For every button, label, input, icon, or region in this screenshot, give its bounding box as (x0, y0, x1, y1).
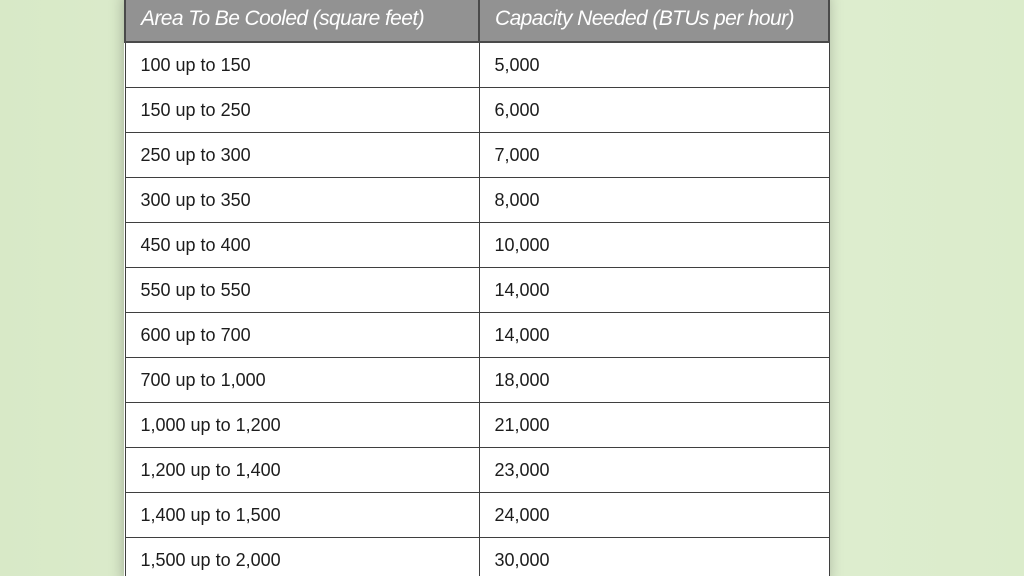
table-row (125, 313, 829, 358)
area-cell: 1,500 up to 2,000 (125, 538, 479, 576)
table-row (125, 493, 829, 538)
capacity-cell: 18,000 (479, 358, 829, 403)
area-cell: 1,400 up to 1,500 (125, 493, 479, 538)
table-row (125, 358, 829, 403)
area-cell: 450 up to 400 (125, 223, 479, 268)
table-row (125, 403, 829, 448)
table-row (125, 448, 829, 493)
capacity-cell: 30,000 (479, 538, 829, 576)
capacity-cell: 6,000 (479, 88, 829, 133)
table-row (125, 133, 829, 178)
area-cell: 150 up to 250 (125, 88, 479, 133)
capacity-cell: 8,000 (479, 178, 829, 223)
area-cell: 1,200 up to 1,400 (125, 448, 479, 493)
table-row (125, 268, 829, 313)
btu-table-container (124, 0, 828, 576)
header-area: Area To Be Cooled (square feet) (125, 0, 479, 42)
capacity-cell: 10,000 (479, 223, 829, 268)
area-cell: 250 up to 300 (125, 133, 479, 178)
area-cell: 100 up to 150 (125, 42, 479, 88)
area-cell: 600 up to 700 (125, 313, 479, 358)
capacity-cell: 14,000 (479, 268, 829, 313)
table-row (125, 178, 829, 223)
table-row (125, 538, 829, 576)
capacity-cell: 21,000 (479, 403, 829, 448)
table-body (125, 42, 829, 576)
header-capacity: Capacity Needed (BTUs per hour) (479, 0, 829, 42)
area-cell: 700 up to 1,000 (125, 358, 479, 403)
capacity-cell: 14,000 (479, 313, 829, 358)
table-header-row (125, 0, 829, 42)
capacity-cell: 23,000 (479, 448, 829, 493)
btu-capacity-table (124, 0, 830, 576)
area-cell: 300 up to 350 (125, 178, 479, 223)
area-cell: 550 up to 550 (125, 268, 479, 313)
table-row (125, 88, 829, 133)
capacity-cell: 5,000 (479, 42, 829, 88)
table-row (125, 42, 829, 88)
capacity-cell: 24,000 (479, 493, 829, 538)
table-row (125, 223, 829, 268)
capacity-cell: 7,000 (479, 133, 829, 178)
area-cell: 1,000 up to 1,200 (125, 403, 479, 448)
